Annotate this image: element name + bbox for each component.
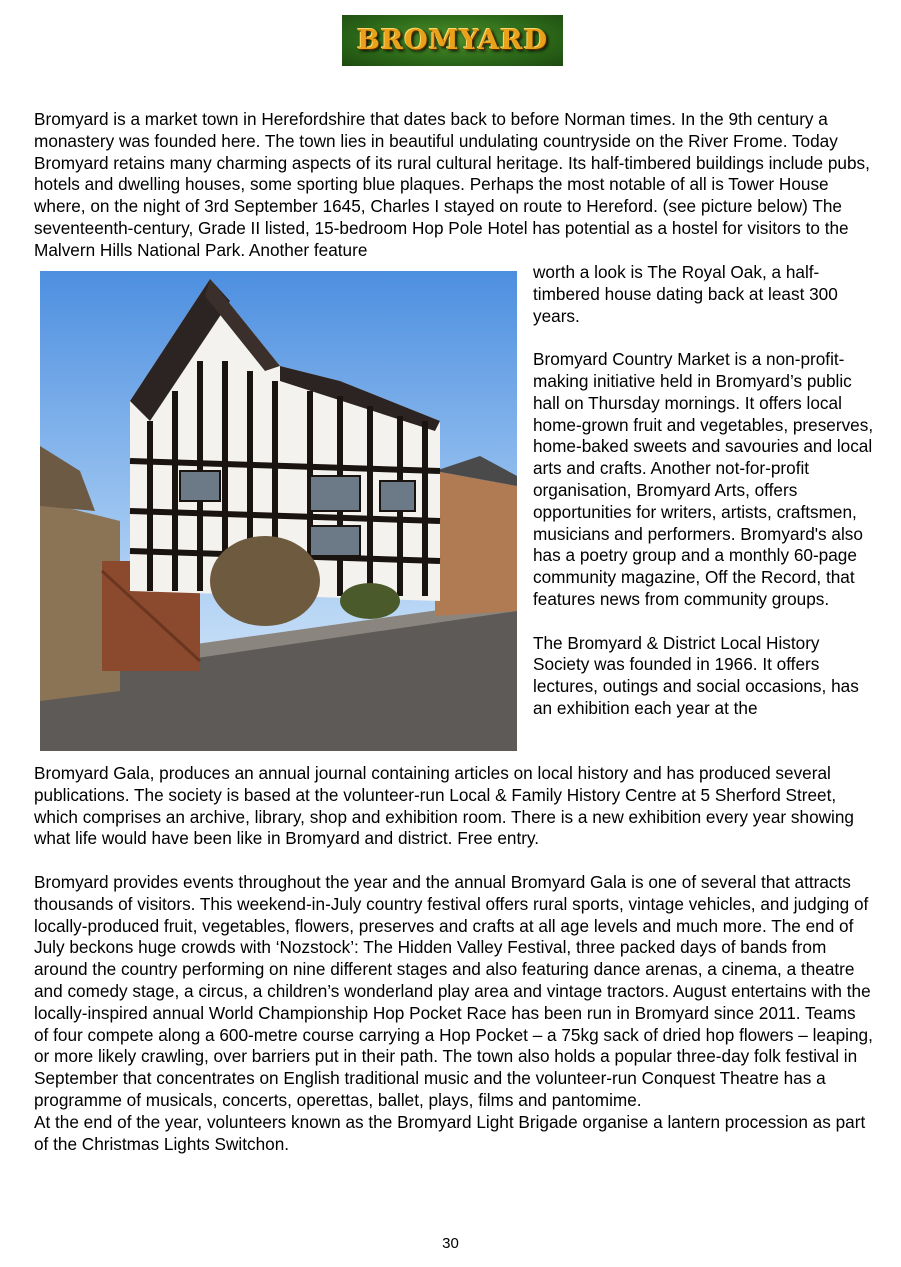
closing-text: At the end of the year, volunteers known as the Bromyard Light Brigade organise a lantern procession as part of the Christmas Lights Switchon.	[34, 1111, 866, 1154]
country-market-text: Bromyard Country Market is a non-profit-making initiative held in Bromyard’s public hall on Thursday mornings. It offers local home-grown fruit and vegetables, preserves, home-baked sweets and savouries and local arts and crafts. Another not-for-profit organisation, Bromyard Arts, offers opportunities for writers, artists, craftsmen, musicians and performers. Bromyard's also has a poetry group and a monthly 60-page community magazine, Off the Record, that features news from community groups.	[533, 349, 874, 609]
main-continuation	[34, 763, 874, 1155]
bromyard-banner-logo	[342, 15, 563, 66]
banner-title: BROMYARD	[356, 25, 548, 56]
intro-text: Bromyard is a market town in Herefordshire that dates back to before Norman times. In the 9th century a monastery was founded here. The town lies in beautiful undulating countryside on the River Frome. Today Bromyard retains many charming aspects of its rural cultural heritage. Its half-timbered buildings include pubs, hotels and dwelling houses, some sporting blue plaques. Perhaps the most notable of all is Tower House where, on the night of 3rd September 1645, Charles I stayed on route to Hereford. (see picture below) The seventeenth-century, Grade II listed, 15-bedroom Hop Pole Hotel has potential as a hostel for visitors to the Malvern Hills National Park. Another feature	[34, 109, 870, 260]
tower-house-photo	[40, 271, 517, 751]
royal-oak-text: worth a look is The Royal Oak, a half-timbered house dating back at least 300 years.	[533, 262, 838, 326]
events-text: Bromyard provides events throughout the year and the annual Bromyard Gala is one of several that attracts thousands of visitors. This weekend-in-July country festival offers rural sports, vintage vehicles, and judging of locally-produced fruit, vegetables, flowers, preserves and crafts at all age levels and much more. The end of July beckons huge crowds with ‘Nozstock’: The Hidden Valley Festival, three packed days of bands from around the country performing on nine different stages and also featuring dance arenas, a cinema, a theatre and comedy stage, a circus, a children’s wonderland play area and vintage tractors. August entertains with the locally-inspired annual World Championship Hop Pocket Race has been run in Bromyard since 2011. Teams of four compete along a 600-metre course carrying a Hop Pocket – a 75kg sack of dried hop flowers – leaping, or more likely crawling, over barriers put in their path. The town also holds a popular three-day folk festival in September that concentrates on English traditional music and the volunteer-run Conquest Theatre has a programme of musicals, concerts, operettas, ballet, plays, films and pantomime.	[34, 871, 873, 1110]
history-society-text: The Bromyard & District Local History Society was founded in 1966. It offers lectures, outings and social occasions, has an exhibition each year at the	[533, 632, 859, 718]
page-number: 30	[442, 1235, 459, 1252]
history-continued-text: Bromyard Gala, produces an annual journal containing articles on local history and has produced several publications. The society is based at the volunteer-run Local & Family History Centre at 5 Sherford Street, which comprises an archive, library, shop and exhibition room. There is a new exhibition every year showing what life would have been like in Bromyard and district. Free entry.	[34, 763, 854, 849]
sidebar-text	[533, 262, 878, 720]
intro-paragraph	[34, 109, 874, 262]
